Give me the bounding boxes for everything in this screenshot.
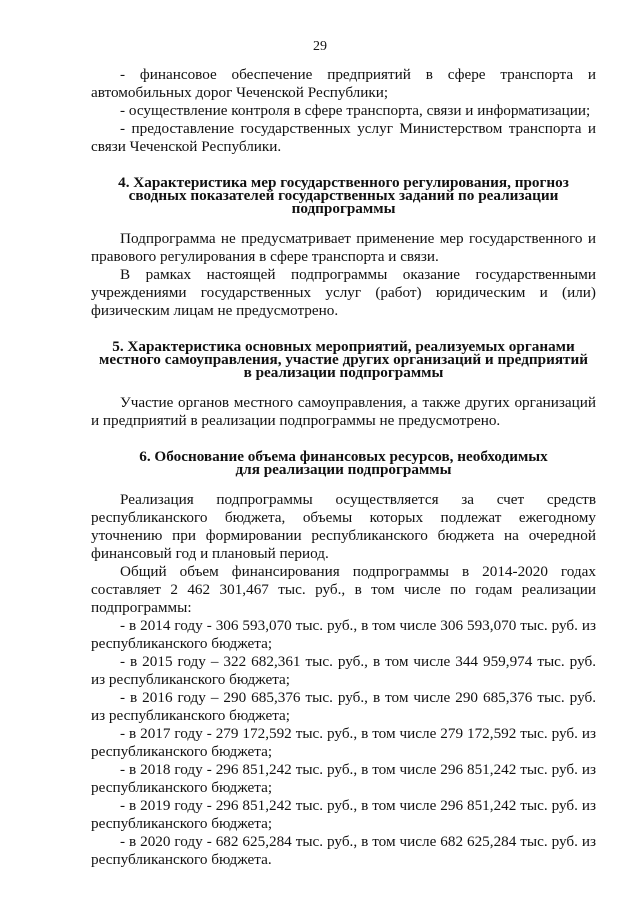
intro-item: - осуществление контроля в сфере транспорта, связи и информатизации; (120, 102, 591, 119)
section-4-paragraph: Подпрограмма не предусматривает применение мер государственного и правового регулирования в сфере транспорта и связи. (91, 230, 596, 265)
section-5-paragraph: Участие органов местного самоуправления, а также других организаций и предприятий в реализации подпрограммы не предусмотрено. (91, 394, 596, 429)
intro-list (91, 66, 596, 156)
heading-line: подпрограммы (291, 200, 396, 217)
heading-line: местного самоуправления, участие других организаций и предприятий (98, 351, 589, 368)
year-funding-item: - в 2017 году - 279 172,592 тыс. руб., в том числе 279 172,592 тыс. руб. из республиканского бюджета; (91, 725, 596, 760)
heading-line: 4. Характеристика мер государственного регулирования, прогноз (118, 174, 569, 191)
section-6-heading (91, 450, 596, 476)
heading-line: в реализации подпрограммы (243, 364, 444, 381)
section-6-paragraph: Общий объем финансирования подпрограммы в 2014-2020 годах составляет 2 462 301,467 тыс. руб., в том числе по годам реализации подпрограммы: (91, 563, 596, 616)
section-5-heading (91, 340, 596, 379)
heading-line: сводных показателей государственных заданий по реализации (128, 187, 559, 204)
funding-by-year-list (91, 617, 596, 869)
year-funding-item: - в 2015 году – 322 682,361 тыс. руб., в том числе 344 959,974 тыс. руб. из республиканского бюджета; (91, 653, 596, 688)
year-funding-item: - в 2020 году - 682 625,284 тыс. руб., в том числе 682 625,284 тыс. руб. из республиканского бюджета. (91, 833, 596, 868)
page-body (91, 66, 596, 869)
year-funding-item: - в 2018 году - 296 851,242 тыс. руб., в том числе 296 851,242 тыс. руб. из республиканского бюджета; (91, 761, 596, 796)
heading-line: 5. Характеристика основных мероприятий, реализуемых органами (112, 338, 575, 355)
year-funding-item: - в 2019 году - 296 851,242 тыс. руб., в том числе 296 851,242 тыс. руб. из республиканского бюджета; (91, 797, 596, 832)
year-funding-item: - в 2016 году – 290 685,376 тыс. руб., в том числе 290 685,376 тыс. руб. из республиканского бюджета; (91, 689, 596, 724)
heading-line: 6. Обоснование объема финансовых ресурсов, необходимых (139, 448, 548, 465)
page-number: 29 (313, 39, 327, 54)
intro-item: - предоставление государственных услуг Министерством транспорта и связи Чеченской Республики. (91, 120, 596, 155)
heading-line: для реализации подпрограммы (235, 461, 452, 478)
section-6-paragraph: Реализация подпрограммы осуществляется за счет средств республиканского бюджета, объемы которых подлежат ежегодному уточнению при формировании республиканского бюджета на очередной финансовый год и плановый период. (91, 491, 596, 562)
year-funding-item: - в 2014 году - 306 593,070 тыс. руб., в том числе 306 593,070 тыс. руб. из республиканского бюджета; (91, 617, 596, 652)
section-4-heading (91, 176, 596, 215)
intro-item: - финансовое обеспечение предприятий в сфере транспорта и автомобильных дорог Чеченской Республики; (91, 66, 596, 101)
section-4-paragraph: В рамках настоящей подпрограммы оказание государственными учреждениями государственных услуг (работ) юридическим и (или) физическим лицам не предусмотрено. (91, 266, 596, 319)
